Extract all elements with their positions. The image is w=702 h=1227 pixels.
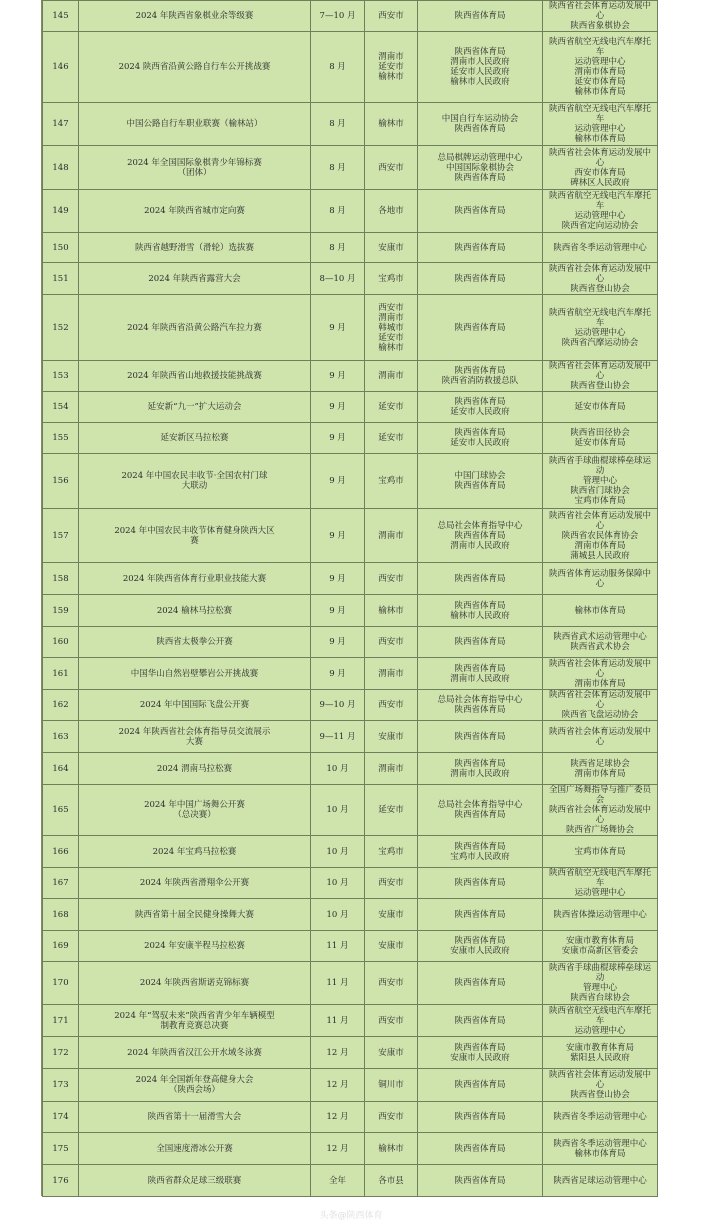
table-row bbox=[43, 753, 658, 785]
event-name-cell: 陕西省太极拳公开赛 bbox=[79, 627, 311, 658]
organizer-unit-cell: 陕西省足球协会 渭南市体育局 bbox=[543, 753, 658, 785]
event-location-cell: 延安市 bbox=[365, 785, 418, 836]
organizer-unit-cell: 陕西省田径协会 延安市体育局 bbox=[543, 423, 658, 454]
event-location-cell: 渭南市 bbox=[365, 753, 418, 785]
event-location-cell: 西安市 bbox=[365, 868, 418, 899]
table-row bbox=[43, 931, 658, 962]
event-location-cell: 宝鸡市 bbox=[365, 454, 418, 509]
event-time-cell: 8 月 bbox=[311, 190, 365, 233]
organizer-unit-cell: 陕西省航空无线电汽车摩托车 运动管理中心 bbox=[543, 1005, 658, 1037]
host-unit-cell: 总局社会体育指导中心 陕西省体育局 渭南市人民政府 bbox=[418, 509, 543, 563]
event-location-cell: 西安市 bbox=[365, 146, 418, 190]
row-number-cell: 164 bbox=[43, 753, 79, 785]
event-location-cell: 西安市 bbox=[365, 563, 418, 595]
host-unit-cell: 陕西省体育局 bbox=[418, 627, 543, 658]
event-name-cell: 陕西省越野滑雪（滑轮）选拔赛 bbox=[79, 233, 311, 263]
event-location-cell: 安康市 bbox=[365, 899, 418, 931]
row-number-cell: 160 bbox=[43, 627, 79, 658]
event-schedule-sheet bbox=[41, 0, 658, 1196]
event-location-cell: 宝鸡市 bbox=[365, 836, 418, 868]
event-time-cell: 12 月 bbox=[311, 1102, 365, 1133]
row-number-cell: 146 bbox=[43, 32, 79, 103]
event-location-cell: 西安市 渭南市 韩城市 延安市 榆林市 bbox=[365, 295, 418, 361]
organizer-unit-cell: 陕西省社会体育运动发展中心 渭南市体育局 bbox=[543, 658, 658, 690]
row-number-cell: 153 bbox=[43, 361, 79, 392]
table-row bbox=[43, 295, 658, 361]
host-unit-cell: 陕西省体育局 bbox=[418, 263, 543, 295]
row-number-cell: 156 bbox=[43, 454, 79, 509]
organizer-unit-cell: 榆林市体育局 bbox=[543, 595, 658, 627]
table-row bbox=[43, 1102, 658, 1133]
table-row bbox=[43, 563, 658, 595]
organizer-unit-cell: 陕西省社会体育运动发展中心 陕西省象棋协会 bbox=[543, 1, 658, 32]
event-time-cell: 10 月 bbox=[311, 836, 365, 868]
host-unit-cell: 中国门球协会 陕西省体育局 bbox=[418, 454, 543, 509]
event-name-cell: 2024 年陕西省沿黄公路汽车拉力赛 bbox=[79, 295, 311, 361]
host-unit-cell: 陕西省体育局 bbox=[418, 1005, 543, 1037]
event-name-cell: 2024 年中国农民丰收节体育健身陕西大区 赛 bbox=[79, 509, 311, 563]
row-number-cell: 150 bbox=[43, 233, 79, 263]
table-row bbox=[43, 1, 658, 32]
organizer-unit-cell: 陕西省手球曲棍球棒垒球运动 管理中心 陕西省门球协会 宝鸡市体育局 bbox=[543, 454, 658, 509]
table-row bbox=[43, 32, 658, 103]
event-name-cell: 2024 渭南马拉松赛 bbox=[79, 753, 311, 785]
event-time-cell: 12 月 bbox=[311, 1133, 365, 1165]
row-number-cell: 161 bbox=[43, 658, 79, 690]
row-number-cell: 173 bbox=[43, 1069, 79, 1102]
event-time-cell: 9 月 bbox=[311, 509, 365, 563]
event-location-cell: 渭南市 bbox=[365, 658, 418, 690]
host-unit-cell: 中国自行车运动协会 陕西省体育局 bbox=[418, 103, 543, 146]
event-time-cell: 10 月 bbox=[311, 868, 365, 899]
event-time-cell: 12 月 bbox=[311, 1037, 365, 1069]
event-time-cell: 11 月 bbox=[311, 962, 365, 1005]
row-number-cell: 151 bbox=[43, 263, 79, 295]
table-row bbox=[43, 454, 658, 509]
table-row bbox=[43, 721, 658, 753]
row-number-cell: 148 bbox=[43, 146, 79, 190]
event-location-cell: 西安市 bbox=[365, 1005, 418, 1037]
host-unit-cell: 陕西省体育局 bbox=[418, 190, 543, 233]
host-unit-cell: 陕西省体育局 榆林市人民政府 bbox=[418, 595, 543, 627]
event-location-cell: 渭南市 延安市 榆林市 bbox=[365, 32, 418, 103]
table-row bbox=[43, 658, 658, 690]
row-number-cell: 163 bbox=[43, 721, 79, 753]
event-name-cell: 2024 陕西省沿黄公路自行车公开挑战赛 bbox=[79, 32, 311, 103]
event-location-cell: 宝鸡市 bbox=[365, 263, 418, 295]
row-number-cell: 174 bbox=[43, 1102, 79, 1133]
event-time-cell: 10 月 bbox=[311, 899, 365, 931]
organizer-unit-cell: 陕西省航空无线电汽车摩托车 运动管理中心 榆林市体育局 bbox=[543, 103, 658, 146]
event-time-cell: 9 月 bbox=[311, 454, 365, 509]
event-location-cell: 榆林市 bbox=[365, 595, 418, 627]
event-location-cell: 渭南市 bbox=[365, 361, 418, 392]
row-number-cell: 171 bbox=[43, 1005, 79, 1037]
host-unit-cell: 陕西省体育局 宝鸡市人民政府 bbox=[418, 836, 543, 868]
host-unit-cell: 陕西省体育局 bbox=[418, 721, 543, 753]
event-time-cell: 12 月 bbox=[311, 1069, 365, 1102]
host-unit-cell: 陕西省体育局 bbox=[418, 1069, 543, 1102]
event-name-cell: 陕西省第十一届滑雪大会 bbox=[79, 1102, 311, 1133]
event-name-cell: 中国华山自然岩壁攀岩公开挑战赛 bbox=[79, 658, 311, 690]
event-name-cell: 2024 年陕西省露营大会 bbox=[79, 263, 311, 295]
table-row bbox=[43, 962, 658, 1005]
organizer-unit-cell: 陕西省社会体育运动发展中心 陕西省登山协会 bbox=[543, 263, 658, 295]
organizer-unit-cell: 陕西省冬季运动管理中心 榆林市体育局 bbox=[543, 1133, 658, 1165]
event-location-cell: 安康市 bbox=[365, 233, 418, 263]
host-unit-cell: 陕西省体育局 安康市人民政府 bbox=[418, 931, 543, 962]
event-location-cell: 西安市 bbox=[365, 1, 418, 32]
organizer-unit-cell: 陕西省航空无线电汽车摩托车 运动管理中心 陕西省汽摩运动协会 bbox=[543, 295, 658, 361]
table-row bbox=[43, 263, 658, 295]
event-location-cell: 渭南市 bbox=[365, 509, 418, 563]
host-unit-cell: 陕西省体育局 bbox=[418, 1133, 543, 1165]
event-name-cell: 2024 年陕西省滑翔伞公开赛 bbox=[79, 868, 311, 899]
organizer-unit-cell: 陕西省体操运动管理中心 bbox=[543, 899, 658, 931]
event-location-cell: 延安市 bbox=[365, 423, 418, 454]
table-row bbox=[43, 1005, 658, 1037]
event-location-cell: 榆林市 bbox=[365, 103, 418, 146]
host-unit-cell: 陕西省体育局 渭南市人民政府 bbox=[418, 753, 543, 785]
host-unit-cell: 总局社会体育指导中心 陕西省体育局 bbox=[418, 690, 543, 721]
event-name-cell: 2024 年中国农民丰收节·全国农村门球 大联动 bbox=[79, 454, 311, 509]
organizer-unit-cell: 安康市教育体育局 紫阳县人民政府 bbox=[543, 1037, 658, 1069]
event-name-cell: 2024 年全国新年登高健身大会 （陕西会场） bbox=[79, 1069, 311, 1102]
event-name-cell: 2024 年全国国际象棋青少年锦标赛 （团体） bbox=[79, 146, 311, 190]
row-number-cell: 147 bbox=[43, 103, 79, 146]
row-number-cell: 170 bbox=[43, 962, 79, 1005]
event-location-cell: 各市县 bbox=[365, 1165, 418, 1197]
organizer-unit-cell: 陕西省足球运动管理中心 bbox=[543, 1165, 658, 1197]
organizer-unit-cell: 陕西省冬季运动管理中心 bbox=[543, 1102, 658, 1133]
row-number-cell: 162 bbox=[43, 690, 79, 721]
host-unit-cell: 陕西省体育局 bbox=[418, 295, 543, 361]
organizer-unit-cell: 陕西省航空无线电汽车摩托车 运动管理中心 陕西省定向运动协会 bbox=[543, 190, 658, 233]
table-row bbox=[43, 627, 658, 658]
event-name-cell: 2024 榆林马拉松赛 bbox=[79, 595, 311, 627]
event-time-cell: 9—10 月 bbox=[311, 690, 365, 721]
row-number-cell: 155 bbox=[43, 423, 79, 454]
event-location-cell: 西安市 bbox=[365, 962, 418, 1005]
event-location-cell: 安康市 bbox=[365, 931, 418, 962]
organizer-unit-cell: 陕西省社会体育运动发展中心 西安市体育局 碑林区人民政府 bbox=[543, 146, 658, 190]
row-number-cell: 176 bbox=[43, 1165, 79, 1197]
table-row bbox=[43, 146, 658, 190]
event-table bbox=[42, 0, 658, 1197]
event-location-cell: 安康市 bbox=[365, 721, 418, 753]
host-unit-cell: 陕西省体育局 bbox=[418, 233, 543, 263]
event-time-cell: 9 月 bbox=[311, 595, 365, 627]
organizer-unit-cell: 陕西省手球曲棍球棒垒球运动 管理中心 陕西省台球协会 bbox=[543, 962, 658, 1005]
event-location-cell: 西安市 bbox=[365, 627, 418, 658]
row-number-cell: 152 bbox=[43, 295, 79, 361]
table-row bbox=[43, 233, 658, 263]
host-unit-cell: 陕西省体育局 bbox=[418, 1, 543, 32]
table-row bbox=[43, 392, 658, 423]
row-number-cell: 167 bbox=[43, 868, 79, 899]
host-unit-cell: 陕西省体育局 bbox=[418, 1102, 543, 1133]
organizer-unit-cell: 陕西省冬季运动管理中心 bbox=[543, 233, 658, 263]
table-row bbox=[43, 103, 658, 146]
table-row bbox=[43, 509, 658, 563]
row-number-cell: 149 bbox=[43, 190, 79, 233]
organizer-unit-cell: 陕西省社会体育运动发展中心 陕西省登山协会 bbox=[543, 1069, 658, 1102]
row-number-cell: 158 bbox=[43, 563, 79, 595]
event-name-cell: 2024 年中国广场舞公开赛 （总决赛） bbox=[79, 785, 311, 836]
table-row bbox=[43, 836, 658, 868]
event-time-cell: 全年 bbox=[311, 1165, 365, 1197]
host-unit-cell: 总局棋牌运动管理中心 中国国际象棋协会 陕西省体育局 bbox=[418, 146, 543, 190]
event-location-cell: 西安市 bbox=[365, 1102, 418, 1133]
host-unit-cell: 陕西省体育局 bbox=[418, 962, 543, 1005]
row-number-cell: 166 bbox=[43, 836, 79, 868]
host-unit-cell: 陕西省体育局 渭南市人民政府 bbox=[418, 658, 543, 690]
host-unit-cell: 总局社会体育指导中心 陕西省体育局 bbox=[418, 785, 543, 836]
host-unit-cell: 陕西省体育局 陕西省消防救援总队 bbox=[418, 361, 543, 392]
event-time-cell: 9—11 月 bbox=[311, 721, 365, 753]
organizer-unit-cell: 陕西省社会体育运动发展中心 陕西省飞盘运动协会 bbox=[543, 690, 658, 721]
host-unit-cell: 陕西省体育局 渭南市人民政府 延安市人民政府 榆林市人民政府 bbox=[418, 32, 543, 103]
event-location-cell: 各地市 bbox=[365, 190, 418, 233]
host-unit-cell: 陕西省体育局 延安市人民政府 bbox=[418, 423, 543, 454]
table-row bbox=[43, 1133, 658, 1165]
event-time-cell: 9 月 bbox=[311, 423, 365, 454]
event-name-cell: 2024 年陕西省山地救援技能挑战赛 bbox=[79, 361, 311, 392]
host-unit-cell: 陕西省体育局 bbox=[418, 563, 543, 595]
row-number-cell: 175 bbox=[43, 1133, 79, 1165]
organizer-unit-cell: 延安市体育局 bbox=[543, 392, 658, 423]
event-time-cell: 9 月 bbox=[311, 563, 365, 595]
event-time-cell: 7—10 月 bbox=[311, 1, 365, 32]
table-row bbox=[43, 899, 658, 931]
event-time-cell: 9 月 bbox=[311, 392, 365, 423]
event-location-cell: 延安市 bbox=[365, 392, 418, 423]
event-name-cell: 2024 年陕西省社会体育指导员交流展示 大赛 bbox=[79, 721, 311, 753]
table-row bbox=[43, 1069, 658, 1102]
row-number-cell: 145 bbox=[43, 1, 79, 32]
organizer-unit-cell: 陕西省航空无线电汽车摩托车 运动管理中心 渭南市体育局 延安市体育局 榆林市体育局 bbox=[543, 32, 658, 103]
table-row bbox=[43, 595, 658, 627]
event-name-cell: 延安新“九一”扩大运动会 bbox=[79, 392, 311, 423]
organizer-unit-cell: 陕西省社会体育运动发展中心 bbox=[543, 721, 658, 753]
event-name-cell: 陕西省第十届全民健身操舞大赛 bbox=[79, 899, 311, 931]
event-time-cell: 8 月 bbox=[311, 233, 365, 263]
event-name-cell: 2024 年安康半程马拉松赛 bbox=[79, 931, 311, 962]
organizer-unit-cell: 陕西省社会体育运动发展中心 陕西省登山协会 bbox=[543, 361, 658, 392]
watermark: 头条@陕西体育 bbox=[319, 1211, 383, 1221]
event-name-cell: 2024 年陕西省城市定向赛 bbox=[79, 190, 311, 233]
event-location-cell: 榆林市 bbox=[365, 1133, 418, 1165]
event-time-cell: 8 月 bbox=[311, 32, 365, 103]
event-table-body bbox=[43, 1, 658, 1197]
event-time-cell: 11 月 bbox=[311, 1005, 365, 1037]
host-unit-cell: 陕西省体育局 bbox=[418, 868, 543, 899]
organizer-unit-cell: 陕西省武术运动管理中心 陕西省武术协会 bbox=[543, 627, 658, 658]
row-number-cell: 172 bbox=[43, 1037, 79, 1069]
row-number-cell: 169 bbox=[43, 931, 79, 962]
event-name-cell: 2024 年陕西省汉江公开水域冬泳赛 bbox=[79, 1037, 311, 1069]
table-row bbox=[43, 190, 658, 233]
event-name-cell: 全国速度滑冰公开赛 bbox=[79, 1133, 311, 1165]
event-location-cell: 安康市 bbox=[365, 1037, 418, 1069]
event-name-cell: 2024 年中国国际飞盘公开赛 bbox=[79, 690, 311, 721]
table-row bbox=[43, 1037, 658, 1069]
event-time-cell: 9 月 bbox=[311, 361, 365, 392]
table-row bbox=[43, 423, 658, 454]
row-number-cell: 159 bbox=[43, 595, 79, 627]
table-row bbox=[43, 1165, 658, 1197]
event-time-cell: 8 月 bbox=[311, 146, 365, 190]
host-unit-cell: 陕西省体育局 bbox=[418, 1165, 543, 1197]
event-time-cell: 9 月 bbox=[311, 658, 365, 690]
table-row bbox=[43, 361, 658, 392]
event-time-cell: 8—10 月 bbox=[311, 263, 365, 295]
event-name-cell: 2024 年“驾驭未来”陕西省青少年车辆模型 制教育竞赛总决赛 bbox=[79, 1005, 311, 1037]
event-time-cell: 9 月 bbox=[311, 627, 365, 658]
organizer-unit-cell: 全国广场舞指导与推广委员会 陕西省社会体育运动发展中心 陕西省广场舞协会 bbox=[543, 785, 658, 836]
event-time-cell: 10 月 bbox=[311, 753, 365, 785]
event-time-cell: 8 月 bbox=[311, 103, 365, 146]
row-number-cell: 157 bbox=[43, 509, 79, 563]
table-row bbox=[43, 690, 658, 721]
event-name-cell: 陕西省群众足球三级联赛 bbox=[79, 1165, 311, 1197]
event-name-cell: 2024 年陕西省体育行业职业技能大赛 bbox=[79, 563, 311, 595]
table-row bbox=[43, 785, 658, 836]
host-unit-cell: 陕西省体育局 bbox=[418, 899, 543, 931]
host-unit-cell: 陕西省体育局 延安市人民政府 bbox=[418, 392, 543, 423]
table-row bbox=[43, 868, 658, 899]
event-name-cell: 2024 年宝鸡马拉松赛 bbox=[79, 836, 311, 868]
event-name-cell: 2024 年陕西省象棋业余等级赛 bbox=[79, 1, 311, 32]
organizer-unit-cell: 陕西省体育运动服务保障中心 bbox=[543, 563, 658, 595]
row-number-cell: 168 bbox=[43, 899, 79, 931]
organizer-unit-cell: 陕西省社会体育运动发展中心 陕西省农民体育协会 渭南市体育局 蒲城县人民政府 bbox=[543, 509, 658, 563]
event-name-cell: 中国公路自行车职业联赛（榆林站） bbox=[79, 103, 311, 146]
host-unit-cell: 陕西省体育局 安康市人民政府 bbox=[418, 1037, 543, 1069]
organizer-unit-cell: 宝鸡市体育局 bbox=[543, 836, 658, 868]
event-time-cell: 11 月 bbox=[311, 931, 365, 962]
event-time-cell: 10 月 bbox=[311, 785, 365, 836]
event-location-cell: 铜川市 bbox=[365, 1069, 418, 1102]
organizer-unit-cell: 安康市教育体育局 安康市高新区管委会 bbox=[543, 931, 658, 962]
row-number-cell: 154 bbox=[43, 392, 79, 423]
event-time-cell: 9 月 bbox=[311, 295, 365, 361]
organizer-unit-cell: 陕西省航空无线电汽车摩托车 运动管理中心 bbox=[543, 868, 658, 899]
event-name-cell: 2024 年陕西省斯诺克锦标赛 bbox=[79, 962, 311, 1005]
event-location-cell: 西安市 bbox=[365, 690, 418, 721]
event-name-cell: 延安新区马拉松赛 bbox=[79, 423, 311, 454]
row-number-cell: 165 bbox=[43, 785, 79, 836]
